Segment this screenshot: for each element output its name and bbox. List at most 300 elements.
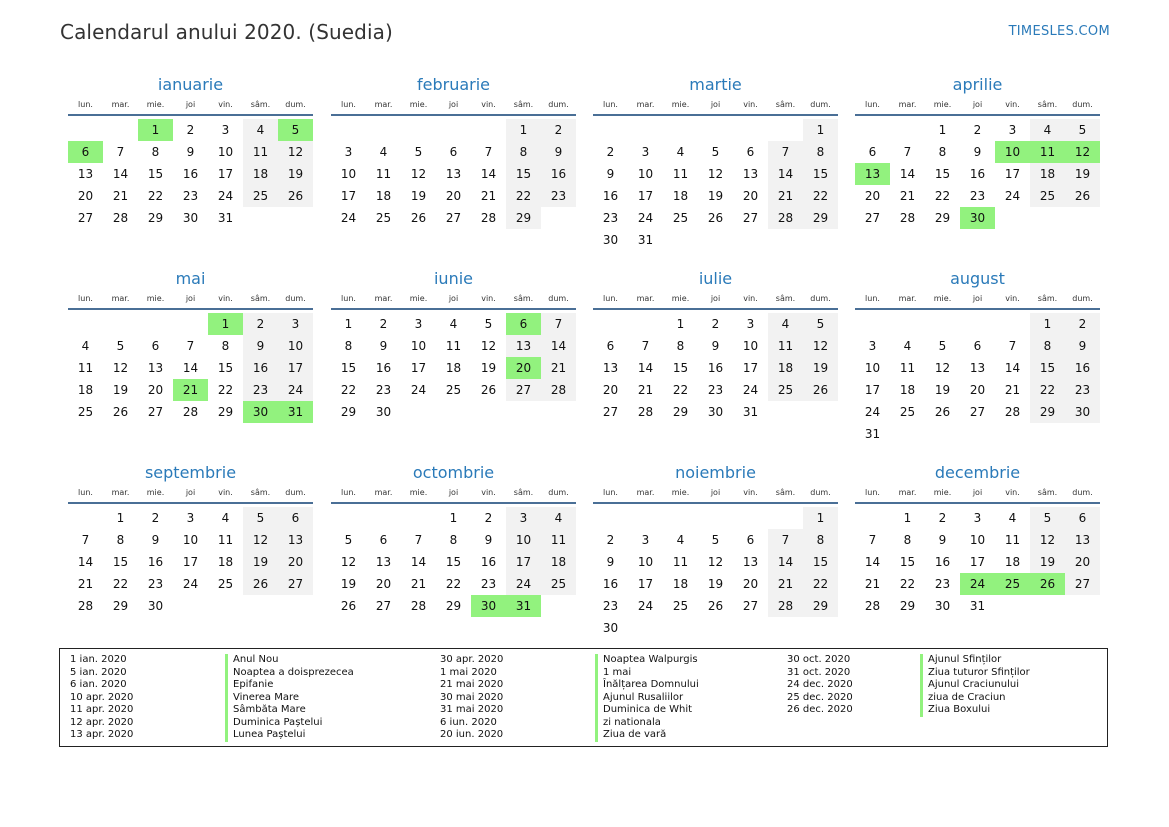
- weekday-label: vin.: [743, 294, 758, 303]
- weekday-label: lun.: [603, 488, 618, 497]
- day-cell: 24: [506, 573, 541, 595]
- weekday-label: joi: [710, 100, 721, 109]
- day-cell: 1: [506, 119, 541, 141]
- weekday-label: vin.: [743, 488, 758, 497]
- weekday-label: mar.: [374, 294, 393, 303]
- weekday-header: [68, 487, 313, 504]
- weekday-label: mie.: [671, 294, 690, 303]
- holiday-day-cell: 11: [1030, 141, 1065, 163]
- empty-cell: [698, 507, 733, 529]
- weekday-label: dum.: [810, 488, 831, 497]
- day-cell: 6: [151, 339, 160, 353]
- day-cell: 15: [803, 551, 838, 573]
- day-cell: 23: [480, 577, 497, 591]
- empty-cell: [768, 507, 803, 529]
- weekday-label: mar.: [374, 100, 393, 109]
- holiday-day-cell: 30: [471, 595, 506, 617]
- day-cell: 21: [637, 383, 654, 397]
- day-cell: 14: [480, 167, 497, 181]
- day-cell: 24: [217, 189, 234, 203]
- legend-date: 1 mai 2020: [440, 666, 497, 678]
- day-cell: 12: [243, 529, 278, 551]
- month-name: mai: [175, 269, 206, 288]
- legend-holiday-name: Ajunul Rusaliilor: [595, 692, 699, 705]
- weekday-label: mar.: [111, 294, 130, 303]
- empty-cell: [366, 507, 401, 529]
- weekday-label: vin.: [1005, 100, 1020, 109]
- day-cell: 11: [541, 529, 576, 551]
- day-cell: 17: [278, 357, 313, 379]
- empty-cell: [366, 119, 401, 141]
- day-cell: 30: [707, 405, 724, 419]
- day-cell: 25: [77, 405, 94, 419]
- day-cell: 13: [742, 167, 759, 181]
- empty-cell: [663, 507, 698, 529]
- day-cell: 10: [864, 361, 881, 375]
- legend-date: 31 oct. 2020: [787, 666, 851, 678]
- day-cell: 28: [77, 599, 94, 613]
- day-grid: [593, 119, 838, 251]
- weekday-label: mie.: [933, 100, 952, 109]
- day-cell: 21: [1004, 383, 1021, 397]
- day-cell: 18: [672, 189, 689, 203]
- day-cell: 15: [803, 163, 838, 185]
- day-cell: 17: [182, 555, 199, 569]
- legend-date: 12 apr. 2020: [70, 716, 134, 728]
- day-cell: 8: [221, 339, 230, 353]
- day-cell: 31: [217, 211, 234, 225]
- weekday-label: lun.: [341, 488, 356, 497]
- day-cell: 22: [934, 189, 951, 203]
- day-cell: 7: [641, 339, 650, 353]
- day-cell: 21: [410, 577, 427, 591]
- month-name: noiembrie: [675, 463, 756, 482]
- legend-dates-column-2: [440, 654, 503, 742]
- day-cell: 22: [445, 577, 462, 591]
- day-cell: 18: [375, 189, 392, 203]
- day-cell: 31: [742, 405, 759, 419]
- day-cell: 8: [803, 141, 838, 163]
- day-cell: 8: [938, 145, 947, 159]
- weekday-label: sâm.: [513, 488, 534, 497]
- site-link[interactable]: TIMESLES.COM: [1008, 24, 1110, 39]
- day-cell: 11: [672, 167, 689, 181]
- weekday-label: vin.: [481, 488, 496, 497]
- day-cell: 23: [1065, 379, 1100, 401]
- weekday-label: joi: [448, 488, 459, 497]
- day-cell: 18: [899, 383, 916, 397]
- day-cell: 24: [742, 383, 759, 397]
- day-cell: 16: [147, 555, 164, 569]
- day-cell: 8: [676, 339, 685, 353]
- month-name: februarie: [416, 75, 491, 94]
- day-cell: 19: [1030, 551, 1065, 573]
- legend-holiday-name: Lunea Paștelui: [225, 729, 354, 742]
- legend-holiday-name: Ziua de vară: [595, 729, 699, 742]
- month-name: iunie: [433, 269, 473, 288]
- day-cell: 13: [77, 167, 94, 181]
- day-cell: 28: [480, 211, 497, 225]
- day-cell: 18: [445, 361, 462, 375]
- legend-names-column-1: [225, 654, 354, 742]
- weekday-label: joi: [185, 294, 196, 303]
- day-cell: 3: [746, 317, 755, 331]
- weekday-header: [593, 293, 838, 310]
- weekday-label: sâm.: [250, 488, 271, 497]
- day-cell: 9: [243, 335, 278, 357]
- day-cell: 9: [484, 533, 493, 547]
- day-cell: 29: [803, 207, 838, 229]
- month-octombrie: [331, 463, 576, 617]
- month-iunie: [331, 269, 576, 423]
- day-cell: 4: [1008, 511, 1017, 525]
- day-cell: 15: [147, 167, 164, 181]
- day-cell: 22: [1030, 379, 1065, 401]
- day-cell: 4: [449, 317, 458, 331]
- month-ianuarie: [68, 75, 313, 229]
- day-cell: 16: [707, 361, 724, 375]
- day-cell: 6: [606, 339, 615, 353]
- weekday-label: vin.: [218, 100, 233, 109]
- day-cell: 1: [803, 507, 838, 529]
- empty-cell: [698, 119, 733, 141]
- day-cell: 15: [112, 555, 129, 569]
- day-cell: 21: [541, 357, 576, 379]
- legend-holiday-name: Înălțarea Domnului: [595, 679, 699, 692]
- weekday-label: sâm.: [513, 100, 534, 109]
- day-cell: 4: [221, 511, 230, 525]
- weekday-label: mar.: [636, 294, 655, 303]
- day-grid: [331, 119, 576, 229]
- day-cell: 16: [969, 167, 986, 181]
- legend-date: 13 apr. 2020: [70, 729, 134, 740]
- day-cell: 23: [182, 189, 199, 203]
- empty-cell: [733, 507, 768, 529]
- day-cell: 28: [410, 599, 427, 613]
- day-cell: 8: [1030, 335, 1065, 357]
- day-cell: 17: [410, 361, 427, 375]
- day-cell: 16: [480, 555, 497, 569]
- day-cell: 1: [803, 119, 838, 141]
- day-cell: 22: [147, 189, 164, 203]
- weekday-label: vin.: [218, 294, 233, 303]
- legend-date: 5 ian. 2020: [70, 666, 127, 678]
- legend-holiday-name: Duminica Paștelui: [225, 717, 354, 730]
- day-cell: 4: [379, 145, 388, 159]
- day-cell: 5: [243, 507, 278, 529]
- day-cell: 17: [637, 577, 654, 591]
- day-cell: 23: [602, 211, 619, 225]
- day-cell: 7: [81, 533, 90, 547]
- day-cell: 31: [864, 427, 881, 441]
- weekday-header: [331, 293, 576, 310]
- day-cell: 26: [243, 573, 278, 595]
- day-cell: 23: [707, 383, 724, 397]
- empty-cell: [890, 313, 925, 335]
- weekday-label: vin.: [218, 488, 233, 497]
- day-cell: 6: [449, 145, 458, 159]
- day-cell: 10: [637, 167, 654, 181]
- empty-cell: [331, 119, 366, 141]
- month-iulie: [593, 269, 838, 423]
- weekday-header: [855, 99, 1100, 116]
- day-cell: 15: [445, 555, 462, 569]
- empty-cell: [68, 313, 103, 335]
- legend-holiday-name: Ajunul Craciunului: [920, 679, 1030, 692]
- day-cell: 13: [445, 167, 462, 181]
- day-cell: 11: [768, 335, 803, 357]
- day-cell: 9: [541, 141, 576, 163]
- day-cell: 27: [506, 379, 541, 401]
- day-cell: 17: [742, 361, 759, 375]
- day-cell: 11: [243, 141, 278, 163]
- day-cell: 7: [1008, 339, 1017, 353]
- day-cell: 6: [278, 507, 313, 529]
- day-cell: 4: [676, 145, 685, 159]
- legend-date: 1 ian. 2020: [70, 654, 127, 665]
- empty-cell: [436, 119, 471, 141]
- weekday-header: [855, 487, 1100, 504]
- weekday-label: vin.: [1005, 488, 1020, 497]
- day-cell: 10: [742, 339, 759, 353]
- weekday-label: lun.: [341, 100, 356, 109]
- day-cell: 11: [77, 361, 94, 375]
- empty-cell: [103, 313, 138, 335]
- weekday-label: joi: [185, 488, 196, 497]
- day-cell: 20: [77, 189, 94, 203]
- day-cell: 5: [344, 533, 353, 547]
- legend-names-column-2: [595, 654, 699, 742]
- day-cell: 21: [768, 573, 803, 595]
- day-cell: 20: [278, 551, 313, 573]
- day-cell: 22: [672, 383, 689, 397]
- day-cell: 10: [506, 529, 541, 551]
- weekday-label: joi: [972, 294, 983, 303]
- day-cell: 18: [217, 555, 234, 569]
- day-cell: 19: [480, 361, 497, 375]
- day-cell: 29: [1030, 401, 1065, 423]
- legend-holiday-name: 1 mai: [595, 667, 699, 680]
- day-grid: [593, 507, 838, 639]
- day-cell: 5: [414, 145, 423, 159]
- day-cell: 15: [672, 361, 689, 375]
- day-cell: 12: [340, 555, 357, 569]
- weekday-label: sâm.: [775, 100, 796, 109]
- month-name: octombrie: [412, 463, 495, 482]
- day-cell: 30: [934, 599, 951, 613]
- day-cell: 12: [934, 361, 951, 375]
- weekday-label: dum.: [1072, 488, 1093, 497]
- day-cell: 2: [484, 511, 493, 525]
- weekday-label: sâm.: [250, 294, 271, 303]
- day-cell: 27: [445, 211, 462, 225]
- empty-cell: [960, 313, 995, 335]
- day-cell: 19: [278, 163, 313, 185]
- weekday-label: vin.: [481, 294, 496, 303]
- weekday-label: dum.: [548, 488, 569, 497]
- legend-dates-column-3: [787, 654, 853, 717]
- day-cell: 4: [1030, 119, 1065, 141]
- day-grid: [331, 507, 576, 617]
- weekday-label: mie.: [671, 488, 690, 497]
- weekday-header: [855, 293, 1100, 310]
- weekday-label: dum.: [548, 294, 569, 303]
- day-cell: 14: [1004, 361, 1021, 375]
- day-cell: 24: [340, 211, 357, 225]
- day-cell: 29: [899, 599, 916, 613]
- legend-holiday-name: Ajunul Sfinților: [920, 654, 1030, 667]
- month-name: ianuarie: [157, 75, 224, 94]
- day-cell: 22: [803, 573, 838, 595]
- day-cell: 9: [973, 145, 982, 159]
- legend-date: 31 mai 2020: [440, 704, 504, 715]
- day-cell: 25: [672, 599, 689, 613]
- legend-holiday-name: Ziua tuturor Sfinților: [920, 667, 1030, 680]
- day-cell: 23: [243, 379, 278, 401]
- empty-cell: [103, 119, 138, 141]
- weekday-label: joi: [972, 488, 983, 497]
- day-cell: 30: [1065, 401, 1100, 423]
- day-cell: 23: [147, 577, 164, 591]
- weekday-label: lun.: [341, 294, 356, 303]
- day-cell: 25: [375, 211, 392, 225]
- day-cell: 11: [1004, 533, 1021, 547]
- day-cell: 28: [768, 595, 803, 617]
- day-cell: 13: [969, 361, 986, 375]
- empty-cell: [663, 119, 698, 141]
- legend-date: 30 apr. 2020: [440, 654, 504, 665]
- day-cell: 26: [340, 599, 357, 613]
- day-cell: 3: [221, 123, 230, 137]
- holiday-day-cell: 1: [138, 119, 173, 141]
- day-cell: 20: [742, 577, 759, 591]
- weekday-label: sâm.: [250, 100, 271, 109]
- month-name: august: [950, 269, 1005, 288]
- day-cell: 27: [147, 405, 164, 419]
- weekday-label: mar.: [636, 100, 655, 109]
- day-cell: 18: [672, 577, 689, 591]
- day-cell: 6: [746, 533, 755, 547]
- weekday-label: dum.: [1072, 100, 1093, 109]
- day-cell: 1: [903, 511, 912, 525]
- day-cell: 24: [637, 211, 654, 225]
- holiday-day-cell: 25: [995, 573, 1030, 595]
- weekday-label: lun.: [78, 100, 93, 109]
- weekday-label: mie.: [671, 100, 690, 109]
- day-cell: 17: [969, 555, 986, 569]
- day-cell: 5: [1030, 507, 1065, 529]
- day-cell: 10: [278, 335, 313, 357]
- legend-date: 30 mai 2020: [440, 691, 504, 703]
- day-cell: 31: [637, 233, 654, 247]
- weekday-label: mar.: [636, 488, 655, 497]
- day-cell: 27: [278, 573, 313, 595]
- day-grid: [855, 119, 1100, 229]
- weekday-label: dum.: [285, 488, 306, 497]
- weekday-label: dum.: [810, 294, 831, 303]
- day-cell: 30: [375, 405, 392, 419]
- day-cell: 20: [445, 189, 462, 203]
- legend-date: 6 ian. 2020: [70, 679, 127, 690]
- legend-date: 24 dec. 2020: [787, 679, 853, 690]
- holiday-day-cell: 6: [506, 313, 541, 335]
- day-cell: 24: [1004, 189, 1021, 203]
- day-cell: 19: [707, 189, 724, 203]
- day-cell: 23: [375, 383, 392, 397]
- day-cell: 13: [1065, 529, 1100, 551]
- weekday-label: mar.: [111, 488, 130, 497]
- day-cell: 12: [707, 555, 724, 569]
- weekday-label: lun.: [865, 100, 880, 109]
- day-cell: 23: [934, 577, 951, 591]
- day-cell: 11: [217, 533, 234, 547]
- weekday-label: dum.: [285, 100, 306, 109]
- day-cell: 17: [340, 189, 357, 203]
- day-cell: 9: [606, 555, 615, 569]
- holiday-day-cell: 5: [278, 119, 313, 141]
- day-cell: 21: [768, 185, 803, 207]
- day-cell: 29: [217, 405, 234, 419]
- day-cell: 13: [375, 555, 392, 569]
- weekday-label: joi: [710, 294, 721, 303]
- day-cell: 7: [541, 313, 576, 335]
- day-cell: 20: [742, 189, 759, 203]
- day-cell: 23: [969, 189, 986, 203]
- day-cell: 22: [899, 577, 916, 591]
- holiday-day-cell: 24: [960, 573, 995, 595]
- day-cell: 10: [182, 533, 199, 547]
- day-cell: 7: [903, 145, 912, 159]
- day-cell: 29: [934, 211, 951, 225]
- day-cell: 23: [602, 599, 619, 613]
- day-cell: 9: [711, 339, 720, 353]
- day-cell: 8: [151, 145, 160, 159]
- day-cell: 13: [742, 555, 759, 569]
- day-cell: 22: [506, 185, 541, 207]
- day-cell: 14: [541, 335, 576, 357]
- legend-date: 20 iun. 2020: [440, 729, 504, 740]
- day-cell: 24: [410, 383, 427, 397]
- day-cell: 28: [768, 207, 803, 229]
- weekday-label: mie.: [409, 100, 428, 109]
- day-cell: 14: [768, 163, 803, 185]
- weekday-label: mie.: [409, 294, 428, 303]
- day-cell: 8: [344, 339, 353, 353]
- legend-dates-column-1: [70, 654, 133, 742]
- day-cell: 1: [344, 317, 353, 331]
- holiday-day-cell: 21: [173, 379, 208, 401]
- day-cell: 3: [344, 145, 353, 159]
- day-cell: 2: [711, 317, 720, 331]
- day-cell: 18: [243, 163, 278, 185]
- legend-holiday-name: Ziua Boxului: [920, 704, 1030, 717]
- day-cell: 19: [243, 551, 278, 573]
- day-cell: 3: [973, 511, 982, 525]
- weekday-label: lun.: [865, 488, 880, 497]
- day-cell: 1: [1030, 313, 1065, 335]
- day-cell: 12: [707, 167, 724, 181]
- weekday-label: joi: [710, 488, 721, 497]
- empty-cell: [401, 119, 436, 141]
- empty-cell: [173, 313, 208, 335]
- month-name: decembrie: [934, 463, 1021, 482]
- day-cell: 7: [484, 145, 493, 159]
- day-cell: 24: [278, 379, 313, 401]
- empty-cell: [628, 313, 663, 335]
- day-cell: 7: [768, 141, 803, 163]
- weekday-label: joi: [185, 100, 196, 109]
- day-cell: 1: [938, 123, 947, 137]
